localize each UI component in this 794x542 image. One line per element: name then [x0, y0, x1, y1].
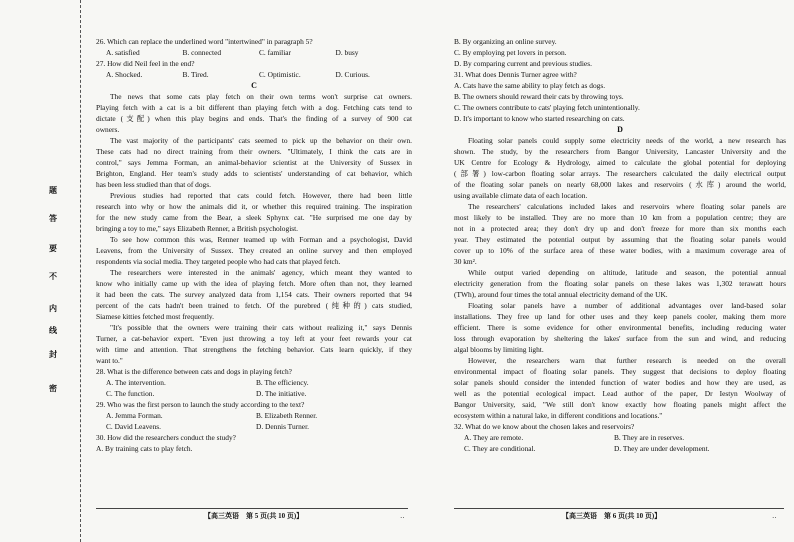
text-line: ecosystem within a natural lake, in different conditions and locations.": [454, 411, 663, 420]
text-line: 30 km².: [454, 257, 477, 266]
answer-options-row: [96, 47, 412, 58]
answer-option: D. The initiative.: [256, 389, 307, 398]
text-line: year. They estimated the potential output by assuming that the floating solar panels would: [454, 235, 786, 244]
text-line: Previous studies had reported that cats could fetch. However, there had been little: [110, 191, 412, 200]
answer-option: D. Curious.: [335, 70, 370, 79]
section-letter: D: [617, 125, 623, 134]
answer-option: B. Elizabeth Renner.: [256, 411, 318, 420]
answer-option: C. familiar: [259, 48, 292, 57]
binding-mark-char: 内: [49, 304, 57, 313]
answer-option: D. Dennis Turner.: [256, 422, 309, 431]
text-line: (部署) low-carbon floating solar arrays. The researchers calculated the daily electrical output: [454, 169, 786, 178]
text-line: Floating solar panels could supply some electricity needs of the world, a new research has: [468, 136, 786, 145]
answer-options-row: [96, 410, 412, 421]
text-line: The researchers were interested in the animals' agency, which meant they wanted to: [110, 268, 412, 277]
binding-mark-char: 不: [49, 272, 57, 281]
text-line: While output varied depending on altitude, latitude and season, the potential annual: [468, 268, 786, 277]
text-line: 29. Who was the first person to launch the study according to the text?: [96, 400, 305, 409]
text-line: environmental impact of floating solar panels. They suggest that decisions to deploy floating: [454, 367, 786, 376]
text-line: The researchers' calculations included lakes and reservoirs where floating solar panels are: [468, 202, 786, 211]
answer-options-row: [96, 69, 412, 80]
text-line: Siamese kitties fetched most frequently.: [96, 312, 214, 321]
answer-options-row: [96, 421, 412, 432]
text-line: solar panels should consider the intended function of water bodies and how they are used, as: [454, 378, 786, 387]
text-line: shown. The study, by the researchers from Bangor University, Lancaster University and the: [454, 147, 786, 156]
text-line: has been less studied than that of dogs.: [96, 180, 211, 189]
text-line: bringing a toy to me," says Elizabeth Renner, a British psychologist.: [96, 224, 299, 233]
binding-mark-char: 封: [49, 350, 57, 359]
binding-mark-char: 答: [49, 214, 57, 223]
text-line: UK Centre for Ecology & Hydrology, aimed to calculate the global potential for deploying: [454, 158, 786, 167]
answer-option: B. Tired.: [182, 70, 209, 79]
left-footer-mark: ··: [400, 514, 405, 522]
answer-option: A. The intervention.: [106, 378, 166, 387]
binding-mark-char: 密: [49, 384, 57, 393]
text-line: efficient. There is some evidence for other environmental benefits, including reducing water: [454, 323, 786, 332]
answer-option: B. The efficiency.: [256, 378, 309, 387]
answer-option: A. They are remote.: [464, 433, 524, 442]
text-line: Playing fetch with a cat is a bit different than playing fetch with a dog. Fetching cats tend to: [96, 103, 412, 112]
text-line: A. Cats have the same ability to play fetch as dogs.: [454, 81, 606, 90]
answer-option: A. Jemma Forman.: [106, 411, 163, 420]
right-footer-mark: ··: [772, 514, 777, 522]
text-line: The news that some cats play fetch on their own terms won't surprise cat owners.: [110, 92, 412, 101]
text-line: 28. What is the difference between cats and dogs in playing fetch?: [96, 367, 292, 376]
text-line: algal blooms by limiting light.: [454, 345, 544, 354]
answer-option: D. They are under development.: [614, 444, 710, 453]
text-line: not in a protected area; they don't dry up and don't freeze for more than six months each: [454, 224, 786, 233]
text-line: 27. How did Neil feel in the end?: [96, 59, 195, 68]
section-letter: C: [251, 81, 257, 90]
text-line: 32. What do we know about the chosen lakes and reservoirs?: [454, 422, 635, 431]
answer-option: B. They are in reserves.: [614, 433, 685, 442]
text-line: C. By employing pet lovers in person.: [454, 48, 567, 57]
text-line: "It's possible that the owners were training their cats without realizing it," says Dennis: [110, 323, 412, 332]
text-line: using available climate data of each location.: [454, 191, 588, 200]
text-line: The vast majority of the participants' cats seemed to pick up the behavior on their own.: [110, 136, 412, 145]
text-line: percent of the cats hadn't been trained to fetch. Of the purebred (纯种的) cats studied,: [96, 301, 412, 310]
text-line: know who initially came up with the idea of playing fetch. More often than not, they learned: [96, 279, 412, 288]
text-line: 31. What does Dennis Turner agree with?: [454, 70, 577, 79]
answer-option: C. They are conditional.: [464, 444, 536, 453]
text-line: with time and attention. That strengthens the fetching behavior. Cats learn quickly, if they: [96, 345, 412, 354]
answer-option: C. David Leavens.: [106, 422, 162, 431]
answer-option: B. connected: [182, 48, 222, 57]
text-line: 30. How did the researchers conduct the study?: [96, 433, 236, 442]
text-line: Floating solar panels have a number of additional advantages over land-based solar: [468, 301, 786, 310]
binding-margin: [0, 0, 84, 542]
answer-option: D. busy: [335, 48, 359, 57]
binding-dashed-line: [80, 0, 81, 542]
text-line: most likely to be installed. They are no more than 10 km from a population centre; they are: [454, 213, 786, 222]
right-page-column: [454, 36, 786, 506]
text-line: control," says Jemma Forman, an animal-behavior scientist at the University of Sussex in: [96, 158, 412, 167]
text-line: for the new study came from the Bear, a sleek Sphynx cat. "He surprised me one day by: [96, 213, 412, 222]
text-line: A. By training cats to play fetch.: [96, 444, 193, 453]
text-line: However, the researchers warn that further research is needed on the overall: [468, 356, 786, 365]
text-line: B. By organizing an online survey.: [454, 37, 557, 46]
text-line: D. By comparing current and previous studies.: [454, 59, 592, 68]
text-line: want to.": [96, 356, 123, 365]
answer-options-row: [96, 388, 412, 399]
answer-options-row: [454, 443, 786, 454]
binding-mark-char: 要: [49, 244, 57, 253]
text-line: Bangor University, said, "We still don't know exactly how floating panels might affect the: [454, 400, 786, 409]
text-line: Leavens, from the University of Sussex. They created an online survey and then employed: [96, 246, 412, 255]
text-line: B. The owners should reward their cats by throwing toys.: [454, 92, 624, 101]
text-line: D. It's important to know who started researching on cats.: [454, 114, 625, 123]
text-line: To see how common this was, Renner teamed up with Forman and a psychologist, David: [110, 235, 412, 244]
answer-option: A. Shocked.: [106, 70, 143, 79]
text-line: cover up to 10% of the surface area of these water bodies, with a maximum coverage area of: [454, 246, 786, 255]
text-line: research into why or how the animals did it, or whether this required training. The inspiration: [96, 202, 412, 211]
left-footer-rule: [96, 508, 408, 509]
right-page-footer: 【高三英语 第 6 页(共 10 页)】: [562, 512, 662, 520]
answer-option: A. satisfied: [106, 48, 140, 57]
text-line: respondents via social media. They targeted people who had cats that played fetch.: [96, 257, 341, 266]
binding-mark-char: 线: [49, 326, 57, 335]
text-line: dictate (支配) when this play begins and ends. That's the finding of a survey of 900 cat: [96, 114, 412, 123]
binding-mark-char: 题: [49, 186, 57, 195]
text-line: Turner, a cat-behavior expert. "Even just throwing a toy left at your feet rewards your cat: [96, 334, 412, 343]
text-line: owners.: [96, 125, 120, 134]
text-line: (TWh), around four times the total annual electricity demand of the UK.: [454, 290, 668, 299]
answer-option: C. The function.: [106, 389, 155, 398]
text-line: installations. They free up land for other uses and they keep panels cooler, making them more: [454, 312, 786, 321]
left-page-footer: 【高三英语 第 5 页(共 10 页)】: [204, 512, 304, 520]
right-footer-rule: [454, 508, 784, 509]
text-line: These cats had no direct training from their owners. "Ultimately, I think the cats are in: [96, 147, 412, 156]
text-line: electricity generation from the floating solar panels on these lakes was 1,302 terawatt hours: [454, 279, 786, 288]
left-page-column: [96, 36, 412, 506]
text-line: it had been the cats. The survey analyzed data from 1,154 cats. Their owners reported that 94: [96, 290, 412, 299]
text-line: well as the potential ecological impact. Lead author of the paper, Dr Iestyn Woolway of: [454, 389, 786, 398]
text-line: C. The owners contribute to cats' playing fetch unintentionally.: [454, 103, 640, 112]
answer-options-row: [454, 432, 786, 443]
text-line: Brighton, England. Her team's study adds to scientists' understanding of cat behavior, which: [96, 169, 412, 178]
text-line: 26. Which can replace the underlined word "intertwined" in paragraph 5?: [96, 37, 313, 46]
text-line: of the floating solar panels on nearly 68,000 lakes and reservoirs (水库) around the world,: [454, 180, 786, 189]
answer-options-row: [96, 377, 412, 388]
answer-option: C. Optimistic.: [259, 70, 301, 79]
text-line: loss through evaporation by sheltering the lakes' surface from the sun and wind, and reducing: [454, 334, 786, 343]
